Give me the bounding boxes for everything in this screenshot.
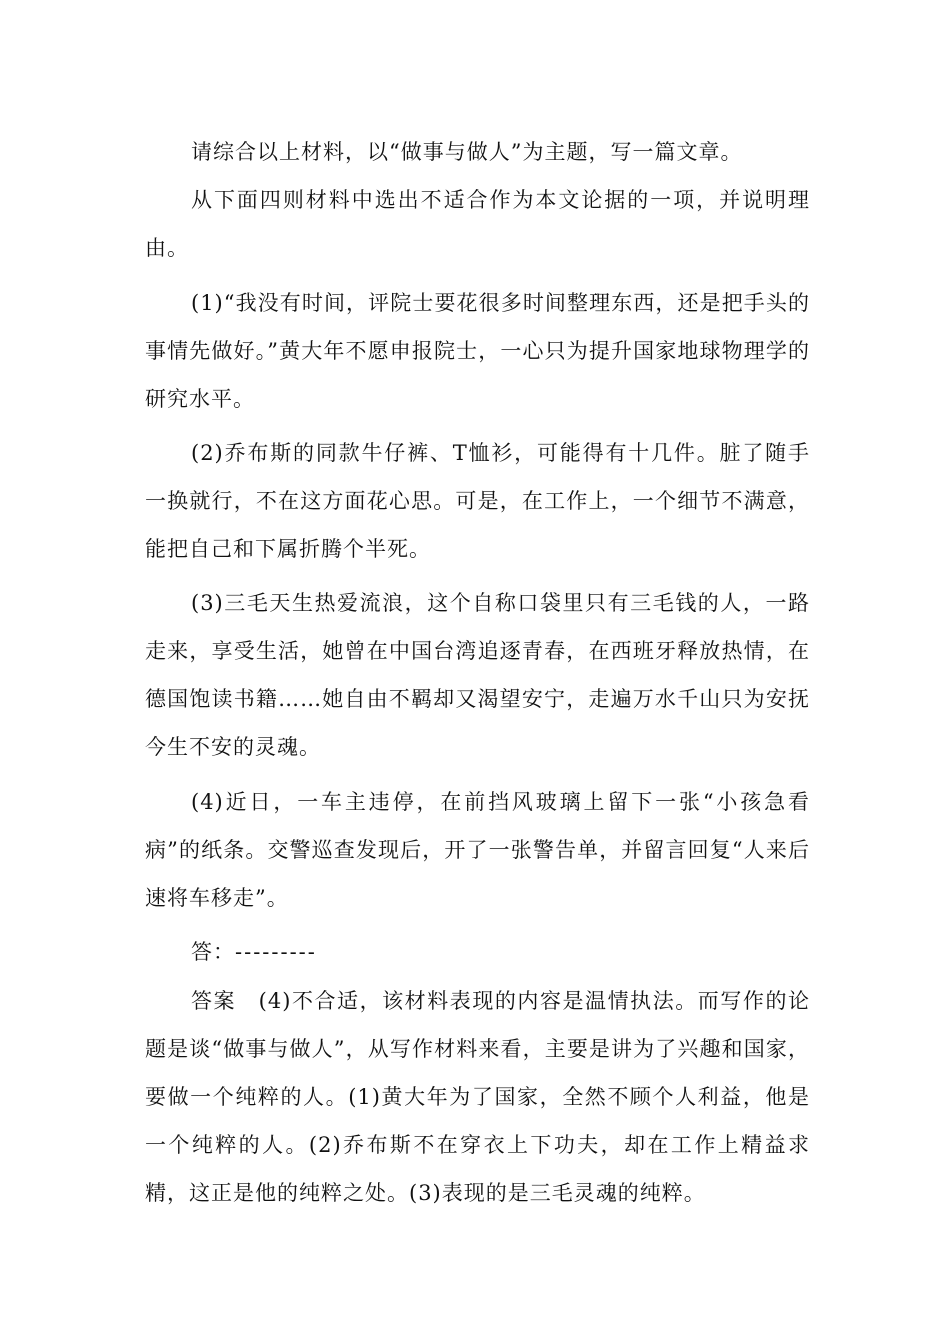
essay-instruction: 请综合以上材料，以“做事与做人”为主题，写一篇文章。 (191, 140, 743, 164)
answer-prompt-label: 答： (191, 940, 235, 964)
material-1: (1)“我没有时间，评院士要花很多时间整理东西，还是把手头的事情先做好。”黄大年不愿申报院士，一心只为提升国家地球物理学的研究水平。 (145, 291, 810, 411)
material-2: (2)乔布斯的同款牛仔裤、T恤衫，可能得有十几件。脏了随手一换就行，不在这方面花心思。可是，在工作上，一个细节不满意，能把自己和下属折腾个半死。 (145, 441, 810, 561)
answer-prompt-line (145, 928, 810, 976)
answer-blank: --------- (235, 940, 317, 964)
answer-text: 答案 (4)不合适，该材料表现的内容是温情执法。而写作的论题是谈“做事与做人”，从写作材料来看，主要是讲为了兴趣和国家，要做一个纯粹的人。(1)黄大年为了国家，全然不顾个人利益，他是一个纯粹的人。(2)乔布斯不在穿衣上下功夫，却在工作上精益求精，这正是他的纯粹之处。(3)表现的是三毛灵魂的纯粹。 (145, 989, 810, 1205)
material-3: (3)三毛天生热爱流浪，这个自称口袋里只有三毛钱的人，一路走来，享受生活，她曾在中国台湾追逐青春，在西班牙释放热情，在德国饱读书籍……她自由不羁却又渴望安宁，走遍万水千山只为安抚今生不安的灵魂。 (145, 591, 810, 759)
question-text: 从下面四则材料中选出不适合作为本文论据的一项，并说明理由。 (145, 188, 810, 260)
material-4: (4)近日，一车主违停，在前挡风玻璃上留下一张“小孩急看病”的纸条。交警巡查发现后，开了一张警告单，并留言回复“人来后速将车移走”。 (145, 790, 810, 910)
